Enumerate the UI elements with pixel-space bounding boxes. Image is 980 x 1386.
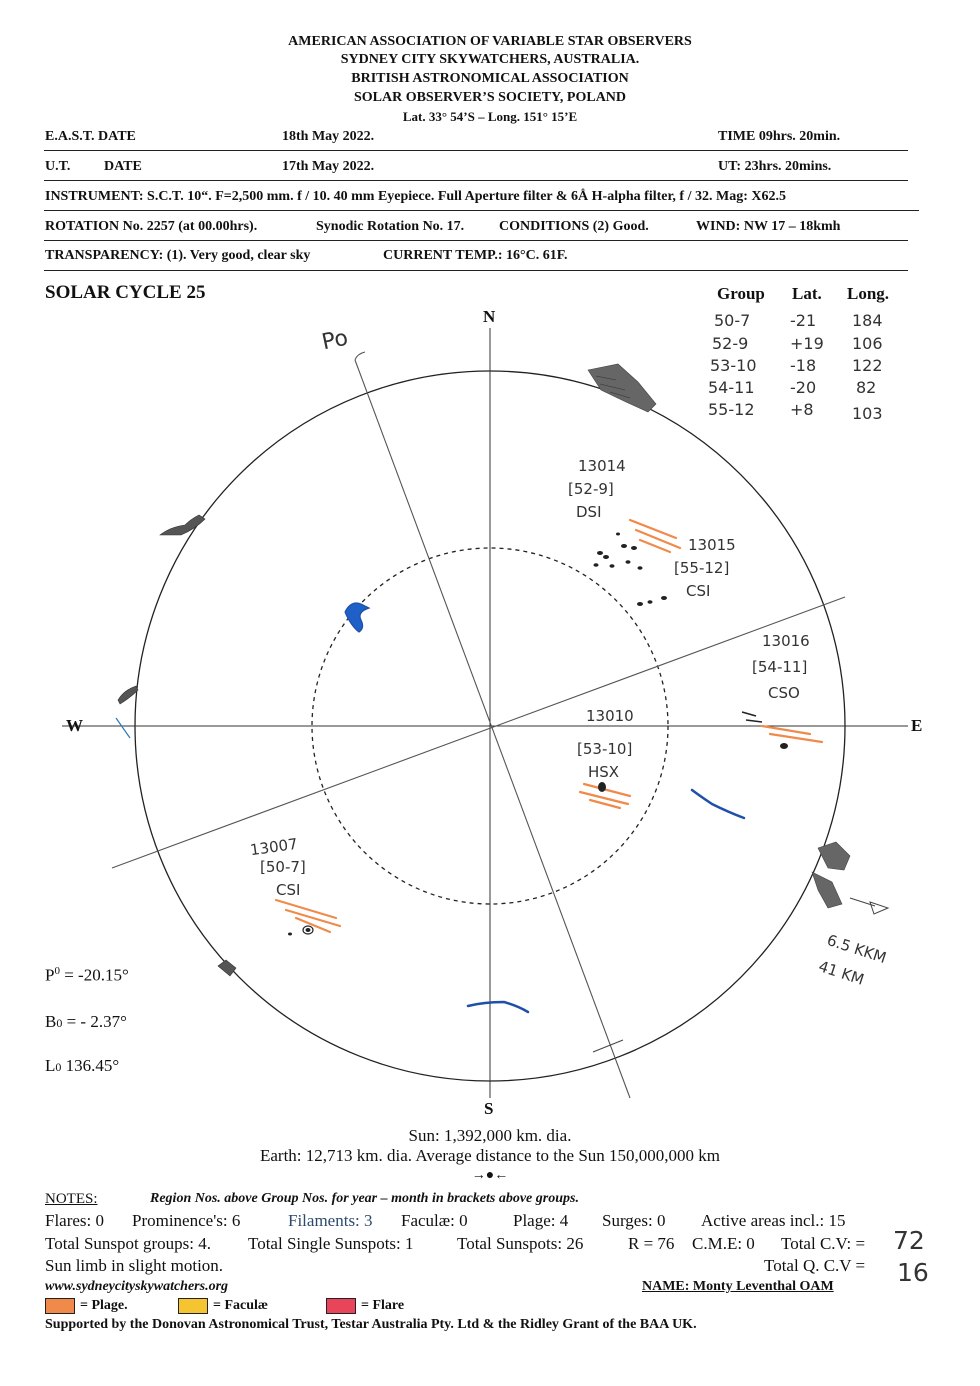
surges-count: Surges: 0 — [602, 1211, 666, 1230]
plage-swatch — [45, 1298, 75, 1314]
scale-arrows: →●← — [471, 1168, 509, 1183]
faculae-swatch — [178, 1298, 208, 1314]
table-row-long: 184 — [852, 311, 883, 330]
sunspot-group-13015 — [637, 596, 667, 606]
org-line-poland: SOLAR OBSERVER’S SOCIETY, POLAND — [353, 90, 627, 105]
limb-note: Sun limb in slight motion. — [45, 1256, 224, 1275]
sunspot-group-13007 — [288, 926, 313, 936]
org-line-aavso: AMERICAN ASSOCIATION OF VARIABLE STAR OBSERVERS — [288, 34, 692, 49]
prominence-sw — [218, 960, 236, 976]
instrument-line: INSTRUMENT: S.C.T. 10“. F=2,500 mm. f / 10. 40 mm Eyepiece. Full Aperture filter & 6Å H-alpha filter, f / 32. Mag: X62.5 — [45, 189, 786, 204]
single-sunspots-total: Total Single Sunspots: 1 — [248, 1234, 414, 1253]
flare-swatch — [326, 1298, 356, 1314]
observer-name: NAME: Monty Leventhal OAM — [642, 1279, 834, 1294]
plage-count: Plage: 4 — [513, 1211, 569, 1230]
faculae-count: Faculæ: 0 — [401, 1211, 468, 1230]
group-label: [52-9] — [568, 480, 614, 498]
filament-se — [692, 790, 744, 818]
region-label: 13016 — [762, 632, 810, 650]
filament-nw — [345, 603, 369, 632]
table-row-lat: -18 — [790, 356, 817, 375]
active-areas-count: Active areas incl.: 15 — [701, 1211, 846, 1230]
east-date-value: 18th May 2022. — [282, 129, 375, 144]
class-label: CSO — [768, 684, 800, 702]
earth-diameter-distance: Earth: 12,713 km. dia. Average distance to the Sun 150,000,000 km — [259, 1146, 721, 1165]
region-note: Region Nos. above Group Nos. for year – month in brackets above groups. — [150, 1191, 579, 1206]
table-row-lat: +19 — [790, 334, 824, 353]
sunspot-group-13014 — [594, 533, 643, 570]
table-row-long: 103 — [852, 404, 883, 423]
footer-support: Supported by the Donovan Astronomical Trust, Testar Australia Pty. Ltd & the Ridley Grant of the BAA UK. — [45, 1317, 697, 1332]
west-label: W — [66, 716, 83, 735]
class-label: DSI — [576, 503, 602, 521]
table-row-lat: -20 — [790, 378, 817, 397]
group-label: [54-11] — [752, 658, 808, 676]
sunspot-group-13016 — [742, 712, 788, 749]
ut-time-value: UT: 23hrs. 20mins. — [718, 159, 832, 174]
prominence-nw — [160, 515, 205, 535]
plage-legend-label: = Plage. — [80, 1298, 128, 1313]
region-label: 13014 — [578, 457, 626, 475]
table-row-long: 82 — [856, 378, 877, 397]
pencil-tick — [593, 1040, 623, 1052]
ut-label: U.T. — [45, 159, 71, 174]
table-row-long: 122 — [852, 356, 883, 375]
sun-diameter: Sun: 1,392,000 km. dia. — [408, 1126, 572, 1145]
notes-label: NOTES: — [45, 1191, 98, 1207]
website-link[interactable]: www.sydneycityskywatchers.org — [45, 1279, 229, 1294]
group-label: [50-7] — [260, 858, 306, 876]
wind: WIND: NW 17 – 18kmh — [696, 219, 841, 234]
filaments-count: Filaments: 3 — [288, 1211, 373, 1230]
current-temperature: CURRENT TEMP.: 16°C. 61F. — [383, 248, 568, 263]
time-value: TIME 09hrs. 20min. — [718, 129, 841, 144]
class-label: HSX — [588, 763, 620, 781]
org-line-baa: BRITISH ASTRONOMICAL ASSOCIATION — [351, 71, 629, 86]
south-label: S — [484, 1099, 494, 1118]
flares-count: Flares: 0 — [45, 1211, 105, 1230]
east-date-label: E.A.S.T. DATE — [45, 129, 136, 144]
prominence-se — [812, 842, 850, 908]
prominence-height-note: 6.5 KKM — [824, 930, 889, 968]
table-row-group: 50-7 — [714, 311, 751, 330]
prominence-w — [118, 686, 138, 704]
total-cv-label: Total C.V: = — [781, 1234, 866, 1253]
total-qcv-value: 16 — [897, 1258, 929, 1287]
prominence-length-note: 41 KM — [816, 957, 867, 989]
plage-ne — [630, 520, 680, 552]
group-label: [53-10] — [577, 740, 633, 758]
table-row-lat: -21 — [790, 311, 817, 330]
flare-legend-label: = Flare — [361, 1298, 405, 1313]
long-header: Long. — [847, 284, 890, 303]
prominences-count: Prominence's: 6 — [132, 1211, 241, 1230]
filament-limb-w — [116, 718, 130, 738]
plage-sw — [276, 900, 340, 932]
table-row-group: 52-9 — [712, 334, 749, 353]
lat-header: Lat. — [792, 284, 822, 303]
observer-coordinates: Lat. 33° 54’S – Long. 151° 15’E — [402, 109, 578, 124]
rotation-number: ROTATION No. 2257 (at 00.00hrs). — [45, 219, 258, 234]
sunspot-groups-total: Total Sunspot groups: 4. — [45, 1234, 211, 1253]
faculae-legend-label: = Faculæ — [213, 1298, 269, 1313]
ecliptic-line — [112, 597, 845, 868]
east-label: E — [911, 716, 923, 735]
transparency: TRANSPARENCY: (1). Very good, clear sky — [45, 248, 311, 263]
region-label: 13015 — [688, 536, 736, 554]
l0-longitude: L0 136.45° — [45, 1056, 120, 1075]
b0-angle: B0 = - 2.37° — [45, 1012, 127, 1031]
table-row-long: 106 — [852, 334, 883, 353]
ut-date-value: 17th May 2022. — [282, 159, 375, 174]
north-label: N — [483, 307, 496, 326]
sunspot-group-13010 — [598, 782, 606, 792]
table-row-group: 55-12 — [708, 400, 755, 419]
table-row-group: 54-11 — [708, 378, 755, 397]
synodic-rotation: Synodic Rotation No. 17. — [316, 219, 465, 234]
prominence-arrow — [870, 902, 888, 914]
total-cv-value: 72 — [893, 1226, 925, 1255]
region-label: 13010 — [586, 707, 634, 725]
total-qcv-label: Total Q. C.V = — [764, 1256, 866, 1275]
p-angle-axis — [355, 352, 365, 360]
solar-cycle-title: SOLAR CYCLE 25 — [45, 282, 206, 303]
p-zero-marker: Po — [319, 325, 351, 356]
conditions: CONDITIONS (2) Good. — [499, 219, 649, 234]
group-header: Group — [717, 284, 765, 303]
ut-date-label: DATE — [104, 159, 142, 174]
cme-count: C.M.E: 0 — [692, 1234, 755, 1253]
table-row-group: 53-10 — [710, 356, 757, 375]
plage-e — [762, 726, 822, 742]
org-line-skywatchers: SYDNEY CITY SKYWATCHERS, AUSTRALIA. — [340, 52, 640, 67]
r-number: R = 76 — [628, 1234, 675, 1253]
class-label: CSI — [686, 582, 711, 600]
filament-s — [468, 1002, 528, 1012]
region-label: 13007 — [248, 834, 299, 860]
sunspots-total: Total Sunspots: 26 — [457, 1234, 584, 1253]
p0-angle: $P^0 = -20.15^\circ$ — [45, 965, 129, 985]
class-label: CSI — [276, 881, 301, 899]
table-row-lat: +8 — [790, 400, 814, 419]
group-label: [55-12] — [674, 559, 730, 577]
